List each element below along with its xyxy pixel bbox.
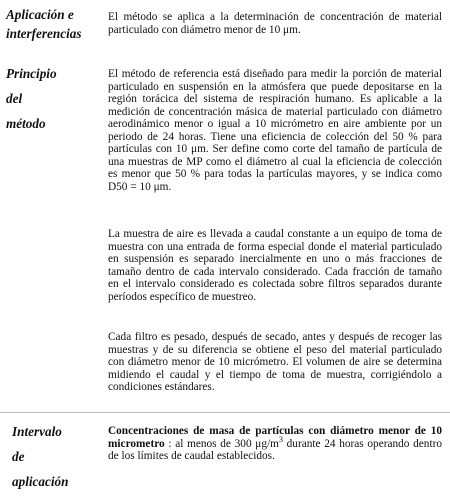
row-label-intervalo — [12, 422, 68, 491]
intervalo-text-part-2: durante 24 horas operando dentro de los límites de caudal establecidos. — [108, 437, 442, 462]
label-line: de — [12, 449, 25, 464]
label-line: método — [6, 116, 46, 131]
intervalo-bold-text: Concentraciones de masa de partículas con diámetro menor de 10 micrometro — [108, 425, 442, 450]
row-label-principio — [6, 64, 57, 133]
label-line: aplicación — [12, 474, 69, 489]
superscript: 3 — [278, 434, 283, 444]
principio-paragraph-2: La muestra de aire es llevada a caudal constante a un equipo de toma de muestra con una entrada de forma especial donde el material particulado en suspensión es separado inercialmente en uno o más fracciones de tamaño dentro de cada intervalo considerado. Cada fracción de tamaño en el intervalo considerado es colectada sobre filtros separados durante períodos específico de muestreo. — [108, 228, 442, 303]
row-label-aplicacion — [6, 5, 81, 43]
label-line: Aplicación e — [6, 7, 74, 22]
intervalo-text-part-1: : al menos de 300 μg/m — [164, 437, 279, 450]
principio-paragraph-1: El método de referencia está diseñado para medir la porción de material particulado en suspensión en la atmósfera que puede depositarse en la región torácica del sistema de respiración humano. Es aplicable a la medición de concentración másica de material particulado con diámetro aerodinámico menor o igual a 10 micrómetro en aire ambiente por un periodo de 24 horas. Tiene una eficiencia de colección del 50 % para partículas con 10 μm. Ser define como corte del tamaño de partícula de una muestras de MP como el diámetro al cual la eficiencia de colección es menor que 50 % para todas la partículas mayores, y se indica como D50 = 10 μm. — [108, 68, 442, 193]
intervalo-text — [108, 425, 442, 463]
label-line: interferencias — [6, 26, 82, 41]
label-line: Intervalo — [12, 424, 62, 439]
principio-paragraph-3: Cada filtro es pesado, después de secado, antes y después de recoger las muestras y de su diferencia se obtiene el peso del material particulado con diámetro menor de 10 micrómetro. El volumen de aire se determina midiendo el caudal y el tiempo de toma de muestra, corrigiéndolo a condiciones estándares. — [108, 331, 442, 393]
aplicacion-text: El método se aplica a la determinación de concentración de material particulado con diámetro menor de 10 μm. — [108, 11, 442, 36]
label-line: Principio — [6, 66, 57, 81]
label-line: del — [6, 91, 23, 106]
row-divider — [0, 412, 450, 413]
